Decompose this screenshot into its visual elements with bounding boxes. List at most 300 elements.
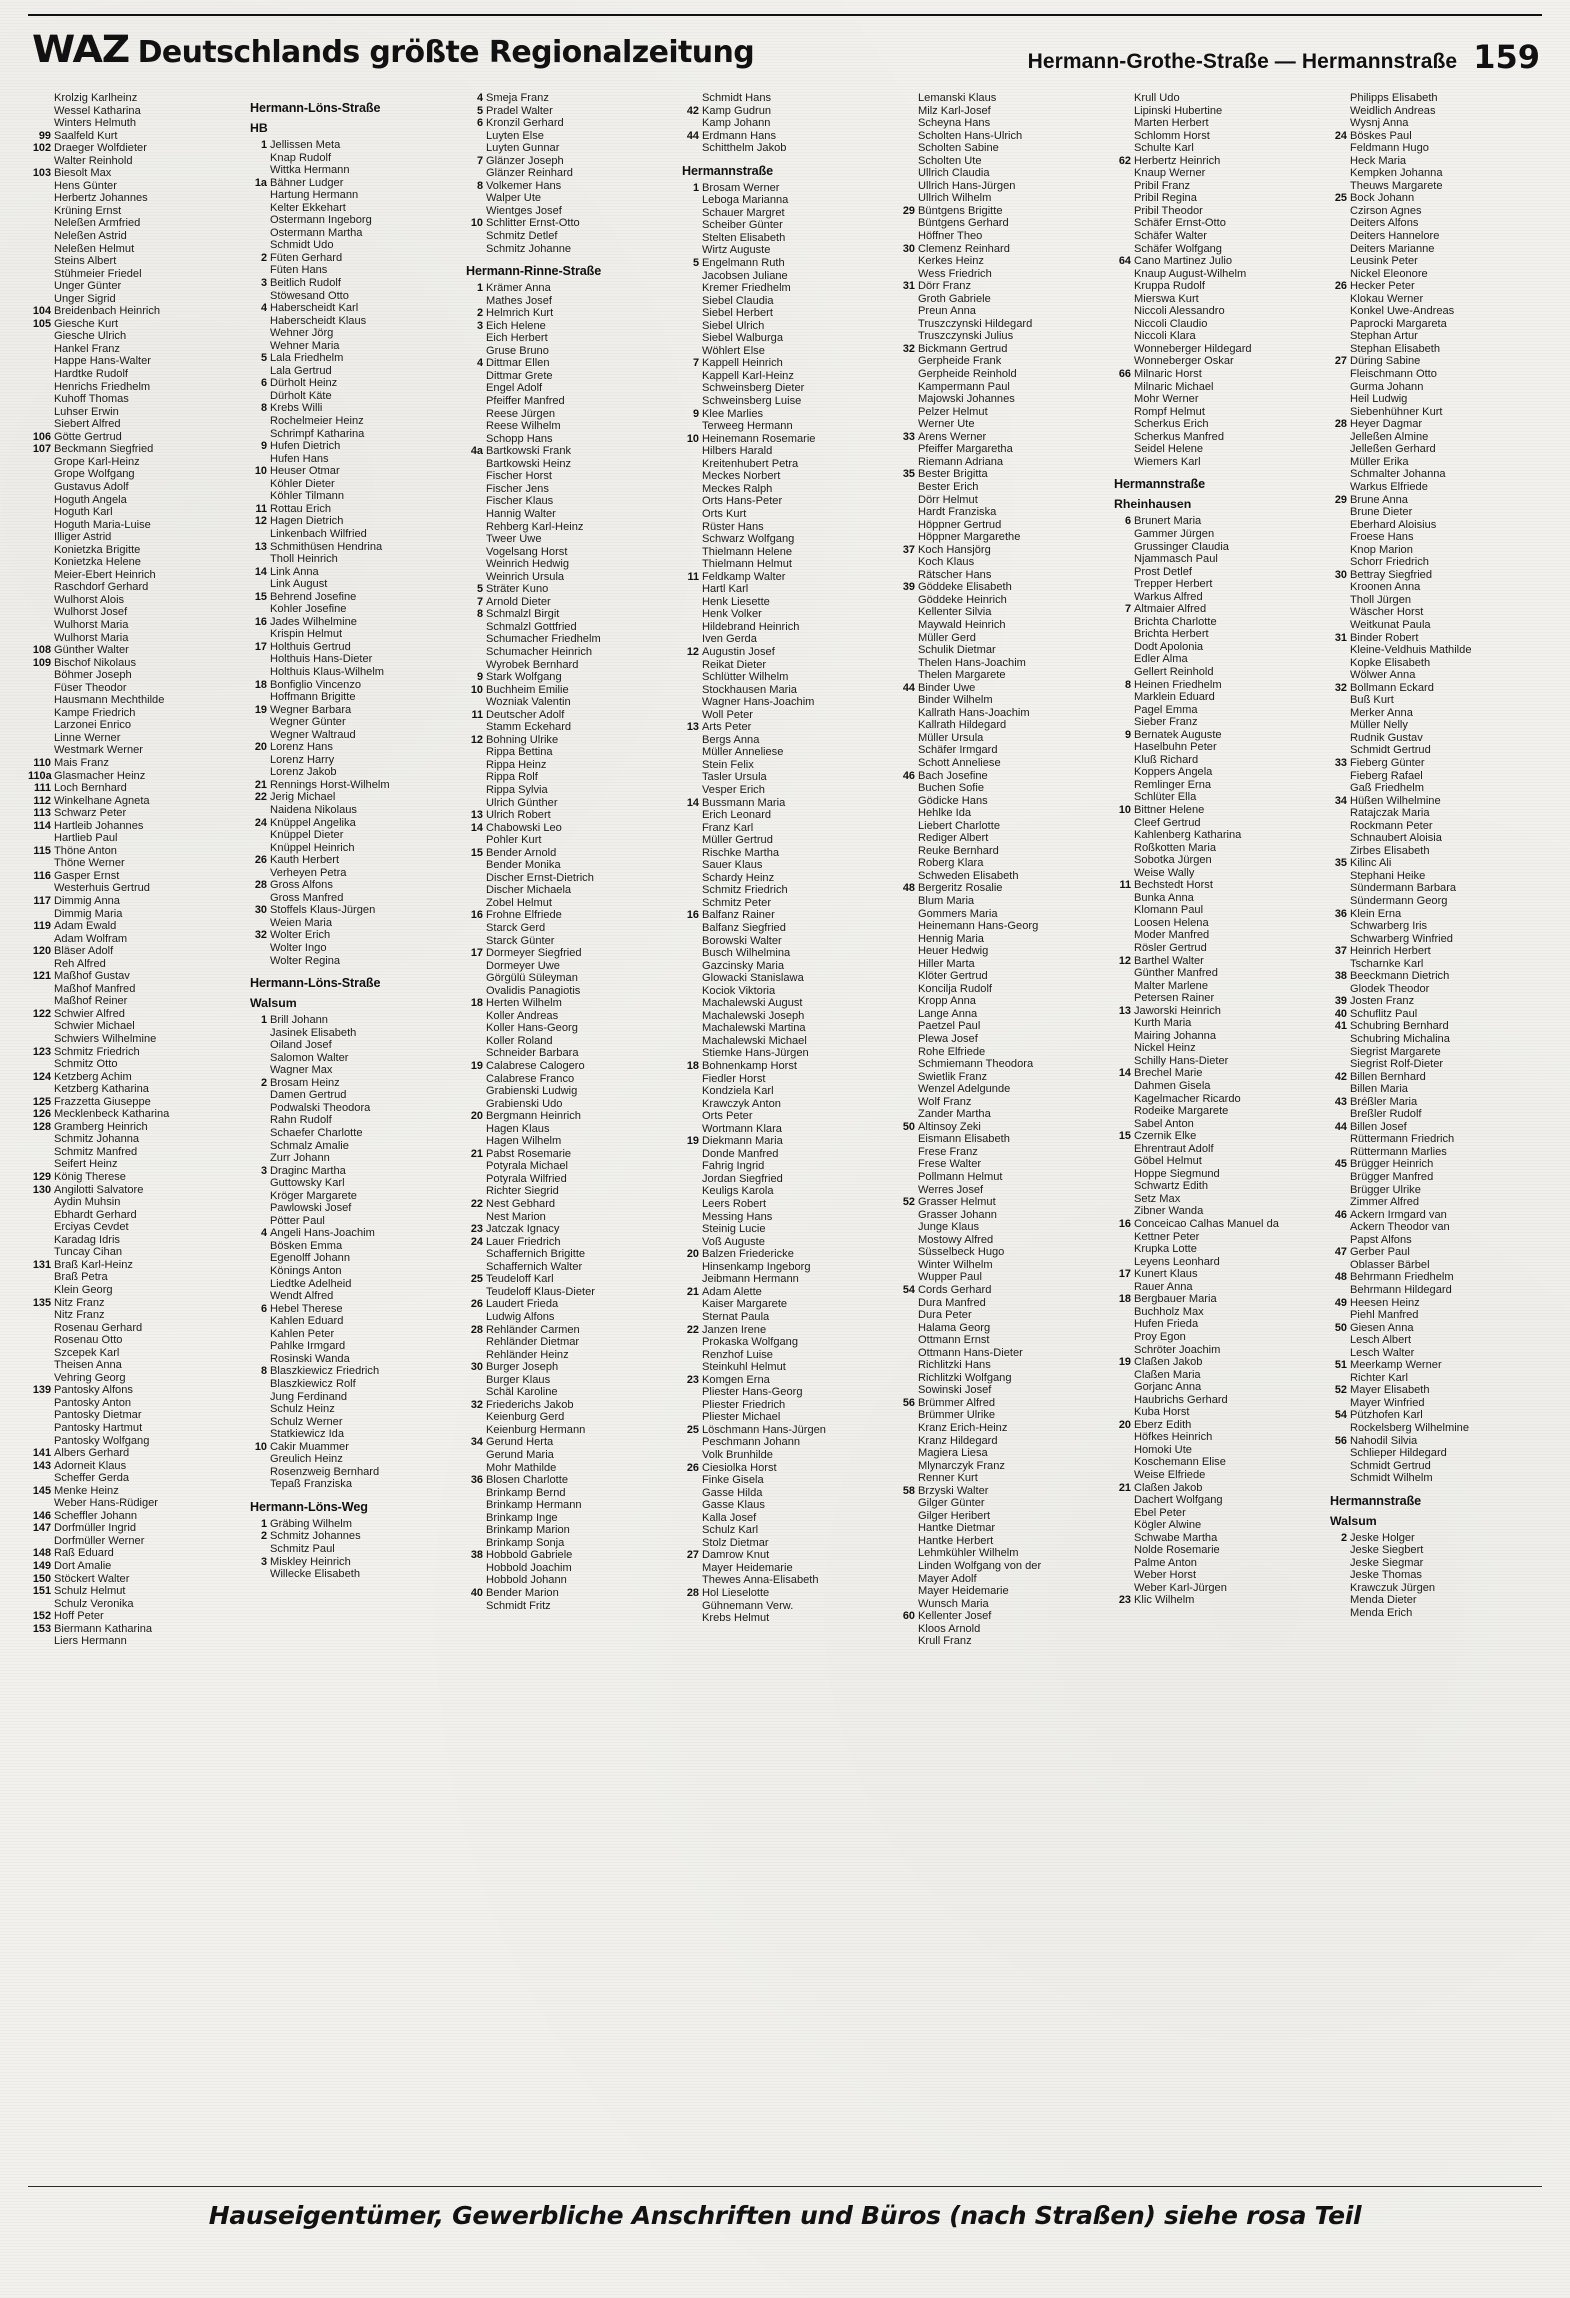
house-number: 13 — [470, 809, 483, 822]
list-item — [244, 1089, 456, 1102]
resident-name: Pützhofen Karl — [1350, 1409, 1423, 1422]
resident-name: Siebel Herbert — [702, 307, 773, 320]
resident-name: Füser Theodor — [54, 681, 127, 694]
resident-name: Hannig Walter — [486, 507, 556, 520]
entry-list — [676, 182, 888, 1625]
resident-name: Erdmann Hans — [702, 129, 776, 142]
resident-name: Knüppel Dieter — [270, 829, 344, 842]
list-item — [892, 1020, 1104, 1033]
list-item — [460, 897, 672, 910]
list-item — [244, 327, 456, 340]
house-number: 30 — [1334, 568, 1347, 581]
resident-name: Gellert Reinhold — [1134, 665, 1214, 678]
list-item — [1108, 929, 1320, 942]
list-item — [1324, 694, 1536, 707]
street-block — [1324, 92, 1536, 1485]
list-item — [28, 355, 240, 368]
house-number: 14 — [254, 565, 267, 578]
resident-name: Kahlenberg Katharina — [1134, 829, 1242, 842]
list-item — [1324, 657, 1536, 670]
resident-name: Könings Anton — [270, 1265, 342, 1278]
resident-name: Roberg Klara — [918, 857, 984, 870]
list-item — [892, 105, 1104, 118]
resident-name: Engel Adolf — [486, 382, 543, 395]
list-item — [1108, 406, 1320, 419]
resident-name: Kallrath Hildegard — [918, 719, 1007, 732]
list-item — [676, 458, 888, 471]
list-item — [244, 1290, 456, 1303]
house-number: 36 — [1334, 907, 1347, 920]
resident-name: Ullrich Claudia — [918, 167, 990, 180]
list-item — [892, 719, 1104, 732]
resident-name: Smeja Franz — [486, 92, 549, 104]
list-item — [1108, 1193, 1320, 1206]
list-item — [460, 167, 672, 180]
list-item — [1324, 418, 1536, 431]
house-number: 4a — [470, 445, 483, 458]
resident-name: Hartl Karl — [702, 583, 749, 596]
house-number: 58 — [902, 1484, 915, 1497]
list-item — [1324, 330, 1536, 343]
resident-name: Frese Walter — [918, 1158, 982, 1171]
list-item — [892, 1234, 1104, 1247]
resident-name: Steinig Lucie — [702, 1223, 766, 1236]
list-item — [676, 571, 888, 584]
resident-name: Schwier Alfred — [54, 1007, 125, 1020]
resident-name: Leers Robert — [702, 1198, 767, 1211]
list-item — [244, 239, 456, 252]
resident-name: Breidenbach Heinrich — [54, 305, 161, 318]
house-number: 37 — [902, 543, 915, 556]
list-item — [460, 1022, 672, 1035]
house-number: 50 — [1334, 1321, 1347, 1334]
list-item — [1108, 1544, 1320, 1557]
list-item — [1324, 1271, 1536, 1284]
list-item — [28, 619, 240, 632]
list-item — [892, 970, 1104, 983]
resident-name: Böhmer Joseph — [54, 669, 132, 682]
resident-name: Froese Hans — [1350, 531, 1414, 544]
resident-name: Heesen Heinz — [1350, 1296, 1420, 1309]
resident-name: Kahlen Eduard — [270, 1315, 344, 1328]
resident-name: Giesche Ulrich — [54, 330, 127, 343]
resident-name: Leboga Marianna — [702, 194, 789, 207]
resident-name: Jellissen Meta — [270, 139, 341, 151]
resident-name: Scheyna Hans — [918, 117, 991, 130]
list-item — [892, 1221, 1104, 1234]
list-item — [460, 1160, 672, 1173]
resident-name: Philipps Elisabeth — [1350, 92, 1438, 104]
resident-name: Machalewski August — [702, 997, 803, 1010]
list-item — [28, 243, 240, 256]
resident-name: Marten Herbert — [1134, 117, 1209, 130]
resident-name: Wagner Hans-Joachim — [702, 696, 815, 709]
resident-name: Deiters Alfons — [1350, 217, 1419, 230]
house-number: 35 — [1334, 857, 1347, 870]
street-block — [460, 264, 672, 1612]
resident-name: Krull Udo — [1134, 92, 1180, 104]
list-item — [244, 264, 456, 277]
list-item — [892, 757, 1104, 770]
resident-name: Halama Georg — [918, 1321, 991, 1334]
house-number: 33 — [902, 430, 915, 443]
resident-name: Nest Marion — [486, 1210, 546, 1223]
resident-name: Knop Marion — [1350, 543, 1413, 556]
resident-name: Grabienski Udo — [486, 1097, 563, 1110]
resident-name: Tasler Ursula — [702, 771, 767, 784]
resident-name: Schmidt Wilhelm — [1350, 1472, 1433, 1485]
resident-name: Brune Anna — [1350, 493, 1408, 506]
list-item — [28, 544, 240, 557]
house-number: 18 — [470, 997, 483, 1010]
resident-name: Schmitz Otto — [54, 1058, 118, 1071]
list-item — [244, 879, 456, 892]
list-item — [676, 771, 888, 784]
resident-name: Thielmann Helene — [702, 545, 793, 558]
resident-name: Bohning Ulrike — [486, 733, 559, 746]
resident-name: Schlieper Hildegard — [1350, 1447, 1447, 1460]
list-item — [892, 1485, 1104, 1498]
resident-name: Blosen Charlotte — [486, 1474, 569, 1487]
resident-name: Thöne Werner — [54, 857, 125, 870]
list-item — [676, 947, 888, 960]
resident-name: Bohnenkamp Horst — [702, 1060, 797, 1073]
resident-name: Meckes Ralph — [702, 482, 773, 495]
resident-name: Schwarz Peter — [54, 807, 127, 820]
house-number: 18 — [254, 678, 267, 691]
list-item — [244, 942, 456, 955]
house-number: 44 — [1334, 1120, 1347, 1133]
list-item — [244, 1140, 456, 1153]
resident-name: Rediger Albert — [918, 832, 989, 845]
house-number: 117 — [33, 895, 51, 907]
resident-name: Hens Günter — [54, 179, 117, 192]
list-item — [460, 784, 672, 797]
house-number: 147 — [32, 1522, 51, 1535]
resident-name: Dorfmüller Ingrid — [54, 1522, 136, 1535]
list-item — [1324, 945, 1536, 958]
resident-name: Henk Liesette — [702, 595, 770, 608]
resident-name: Buchheim Emilie — [486, 683, 569, 696]
resident-name: Kröger Margarete — [270, 1189, 357, 1202]
resident-name: Blaszkiewicz Rolf — [270, 1377, 356, 1390]
list-item — [1108, 804, 1320, 817]
resident-name: Schmalter Johanna — [1350, 468, 1446, 481]
resident-name: Jeske Siegbert — [1350, 1544, 1424, 1557]
list-item — [1324, 368, 1536, 381]
resident-name: Kondziela Karl — [702, 1085, 774, 1098]
house-number: 22 — [254, 791, 267, 804]
resident-name: Rochelmeier Heinz — [270, 415, 364, 428]
resident-name: Dort Amalie — [54, 1559, 112, 1572]
list-item — [1108, 1231, 1320, 1244]
resident-name: Schäfer Irmgard — [918, 744, 998, 757]
list-item — [460, 746, 672, 759]
resident-name: Preun Anna — [918, 305, 976, 318]
list-item — [892, 770, 1104, 783]
resident-name: Willecke Elisabeth — [270, 1568, 361, 1581]
resident-name: Rehländer Dietmar — [486, 1336, 580, 1349]
resident-name: Müller Gerd — [918, 631, 976, 644]
list-item — [244, 679, 456, 692]
resident-name: Kappell Karl-Heinz — [702, 369, 794, 382]
list-item — [892, 832, 1104, 845]
list-item — [1324, 117, 1536, 130]
list-item — [460, 884, 672, 897]
resident-name: Swietlik Franz — [918, 1070, 988, 1083]
resident-name: Link August — [270, 578, 328, 591]
resident-name: Komgen Erna — [702, 1373, 770, 1386]
resident-name: Lorenz Harry — [270, 753, 335, 766]
resident-name: Scheffler Johann — [54, 1509, 138, 1522]
list-item — [244, 1252, 456, 1265]
list-item — [460, 721, 672, 734]
list-item — [28, 945, 240, 958]
resident-name: Jeibmann Hermann — [702, 1273, 799, 1286]
list-item — [28, 1359, 240, 1372]
house-number: 38 — [470, 1549, 483, 1562]
list-item — [892, 268, 1104, 281]
list-item — [1108, 1482, 1320, 1495]
resident-name: Hildebrand Heinrich — [702, 620, 800, 633]
list-item — [28, 92, 240, 105]
list-item — [460, 696, 672, 709]
resident-name: Pabst Rosemarie — [486, 1147, 572, 1160]
list-item — [28, 1598, 240, 1611]
resident-name: Egenolff Johann — [270, 1252, 350, 1265]
list-item — [244, 528, 456, 541]
resident-name: Tholl Heinrich — [270, 553, 338, 566]
resident-name: Machalewski Martina — [702, 1022, 806, 1035]
resident-name: Kettner Peter — [1134, 1230, 1200, 1243]
list-item — [28, 1271, 240, 1284]
house-number: 14 — [686, 796, 699, 809]
list-item — [244, 428, 456, 441]
resident-name: Rippa Sylvia — [486, 783, 548, 796]
directory-column — [1108, 92, 1324, 2154]
resident-name: Milnaric Horst — [1134, 368, 1202, 381]
list-item — [1108, 1557, 1320, 1570]
resident-name: Potyrala Wilfried — [486, 1172, 567, 1185]
resident-name: Hagen Klaus — [486, 1122, 550, 1135]
resident-name: Mairing Johanna — [1134, 1029, 1217, 1042]
resident-name: Schulik Dietmar — [918, 644, 996, 657]
resident-name: Kurth Maria — [1134, 1017, 1192, 1030]
list-item — [676, 1487, 888, 1500]
list-item — [1324, 870, 1536, 883]
list-item — [892, 870, 1104, 883]
resident-name: Göbel Helmut — [1134, 1155, 1202, 1168]
resident-name: Brunert Maria — [1134, 515, 1202, 528]
list-item — [676, 897, 888, 910]
resident-name: Frese Franz — [918, 1145, 978, 1158]
list-item — [28, 217, 240, 230]
resident-name: Warkus Elfriede — [1350, 480, 1428, 493]
resident-name: Schweden Elisabeth — [918, 869, 1019, 882]
house-number: 25 — [470, 1273, 483, 1286]
list-item — [676, 194, 888, 207]
list-item — [460, 1549, 672, 1562]
list-item — [244, 804, 456, 817]
house-number: 2 — [476, 307, 483, 320]
resident-name: Bergeritz Rosalie — [918, 882, 1003, 895]
resident-name: Haberscheidt Klaus — [270, 314, 367, 327]
list-item — [244, 1077, 456, 1090]
resident-name: Maywald Heinrich — [918, 618, 1006, 631]
resident-name: Ovalidis Panagiotis — [486, 984, 581, 997]
house-number: 11 — [255, 502, 267, 515]
list-item — [1108, 368, 1320, 381]
list-item — [892, 594, 1104, 607]
resident-name: Schmitz Johannes — [270, 1530, 361, 1543]
house-number: 153 — [32, 1622, 51, 1635]
house-number: 3 — [260, 1164, 267, 1177]
list-item — [1108, 1042, 1320, 1055]
list-item — [244, 1568, 456, 1581]
list-item — [676, 1022, 888, 1035]
list-item — [28, 167, 240, 180]
resident-name: Schilly Hans-Dieter — [1134, 1054, 1229, 1067]
resident-name: Grussinger Claudia — [1134, 540, 1229, 553]
list-item — [1324, 882, 1536, 895]
resident-name: Kleine-Veldhuis Mathilde — [1350, 644, 1472, 657]
list-item — [676, 696, 888, 709]
list-item — [1108, 628, 1320, 641]
resident-name: Köhler Tilmann — [270, 490, 344, 503]
list-item — [676, 1549, 888, 1562]
resident-name: Wehner Jörg — [270, 327, 334, 340]
resident-name: Adam Wolfram — [54, 932, 128, 945]
resident-name: Gross Manfred — [270, 891, 344, 904]
list-item — [244, 716, 456, 729]
list-item — [676, 1211, 888, 1224]
resident-name: Behrmann Friedhelm — [1350, 1271, 1454, 1284]
resident-name: Pantosky Alfons — [54, 1384, 133, 1397]
resident-name: Fischer Horst — [486, 470, 552, 483]
resident-name: Mathes Josef — [486, 294, 552, 307]
resident-name: Höfkes Heinrich — [1134, 1431, 1213, 1444]
list-item — [28, 832, 240, 845]
resident-name: Mayer Heidemarie — [702, 1561, 793, 1574]
list-item — [28, 368, 240, 381]
resident-name: Rosenau Otto — [54, 1334, 123, 1347]
list-item — [28, 305, 240, 318]
resident-name: Pliester Hans-Georg — [702, 1386, 803, 1399]
resident-name: Ketzberg Katharina — [54, 1083, 149, 1096]
list-item — [676, 822, 888, 835]
resident-name: Brinkamp Hermann — [486, 1499, 582, 1512]
resident-name: Jordan Siegfried — [702, 1172, 783, 1185]
list-item — [244, 653, 456, 666]
list-item — [892, 519, 1104, 532]
list-item — [1324, 456, 1536, 469]
resident-name: Binder Wilhelm — [918, 694, 993, 707]
list-item — [676, 470, 888, 483]
resident-name: Hennig Maria — [918, 932, 984, 945]
resident-name: Stöckert Walter — [54, 1572, 130, 1585]
house-number: 21 — [470, 1147, 483, 1160]
resident-name: Gurma Johann — [1350, 380, 1424, 393]
list-item — [1324, 180, 1536, 193]
list-item — [28, 1372, 240, 1385]
list-item — [1108, 904, 1320, 917]
list-item — [460, 470, 672, 483]
list-item — [676, 533, 888, 546]
resident-name: Stamm Eckehard — [486, 721, 572, 734]
house-number: 135 — [32, 1296, 51, 1309]
house-number: 64 — [1118, 255, 1131, 268]
list-item — [1108, 842, 1320, 855]
resident-name: Rüttermann Friedrich — [1350, 1133, 1455, 1146]
house-number: 41 — [1334, 1020, 1347, 1033]
list-item — [676, 1286, 888, 1299]
list-item — [1324, 1322, 1536, 1335]
resident-name: Dahmen Gisela — [1134, 1080, 1211, 1093]
resident-name: Schmithüsen Hendrina — [270, 540, 383, 553]
resident-name: Wupper Paul — [918, 1271, 982, 1284]
list-item — [892, 1008, 1104, 1021]
resident-name: Damrow Knut — [702, 1549, 770, 1562]
resident-name: Tscharnke Karl — [1350, 957, 1424, 970]
list-item — [1324, 1259, 1536, 1272]
list-item — [892, 556, 1104, 569]
resident-name: Winkelhane Agneta — [54, 794, 150, 807]
list-item — [244, 691, 456, 704]
list-item — [676, 1512, 888, 1525]
list-item — [244, 139, 456, 152]
resident-name: Krämer Anna — [486, 282, 551, 295]
resident-name: Kauth Herbert — [270, 854, 340, 867]
resident-name: Weise Wally — [1134, 866, 1195, 879]
resident-name: Dura Peter — [918, 1309, 972, 1322]
list-item — [1108, 1394, 1320, 1407]
house-number: 5 — [476, 104, 483, 117]
district-subheading: Walsum — [1330, 1513, 1377, 1528]
resident-name: Neleßen Armfried — [54, 217, 141, 230]
resident-name: Schäl Karoline — [486, 1386, 558, 1399]
list-item — [1108, 1030, 1320, 1043]
resident-name: Feldkamp Walter — [702, 570, 786, 583]
resident-name: Schmitz Manfred — [54, 1145, 138, 1158]
resident-name: Unger Sigrid — [54, 292, 116, 305]
resident-name: Maßhof Gustav — [54, 970, 130, 983]
list-item — [244, 641, 456, 654]
house-number: 19 — [1118, 1356, 1131, 1369]
house-number: 4 — [476, 92, 483, 104]
resident-name: Pawlowski Josef — [270, 1202, 352, 1215]
list-item — [1108, 1419, 1320, 1432]
resident-name: Klein Georg — [54, 1283, 113, 1296]
resident-name: Klein Erna — [1350, 907, 1402, 920]
list-item — [1108, 691, 1320, 704]
list-item — [676, 420, 888, 433]
resident-name: Bösken Emma — [270, 1239, 343, 1252]
resident-name: Kohler Josefine — [270, 603, 347, 616]
list-item — [1108, 967, 1320, 980]
list-item — [676, 1524, 888, 1537]
list-item — [1108, 616, 1320, 629]
resident-name: Bender Marion — [486, 1586, 559, 1599]
resident-name: Njammasch Paul — [1134, 553, 1218, 566]
list-item — [676, 1324, 888, 1337]
list-item — [28, 418, 240, 431]
list-item — [892, 205, 1104, 218]
list-item — [28, 669, 240, 682]
house-number: 22 — [686, 1323, 699, 1336]
resident-name: Wehner Maria — [270, 339, 340, 352]
resident-name: Krebs Willi — [270, 402, 323, 415]
resident-name: Thewes Anna-Elisabeth — [702, 1574, 819, 1587]
